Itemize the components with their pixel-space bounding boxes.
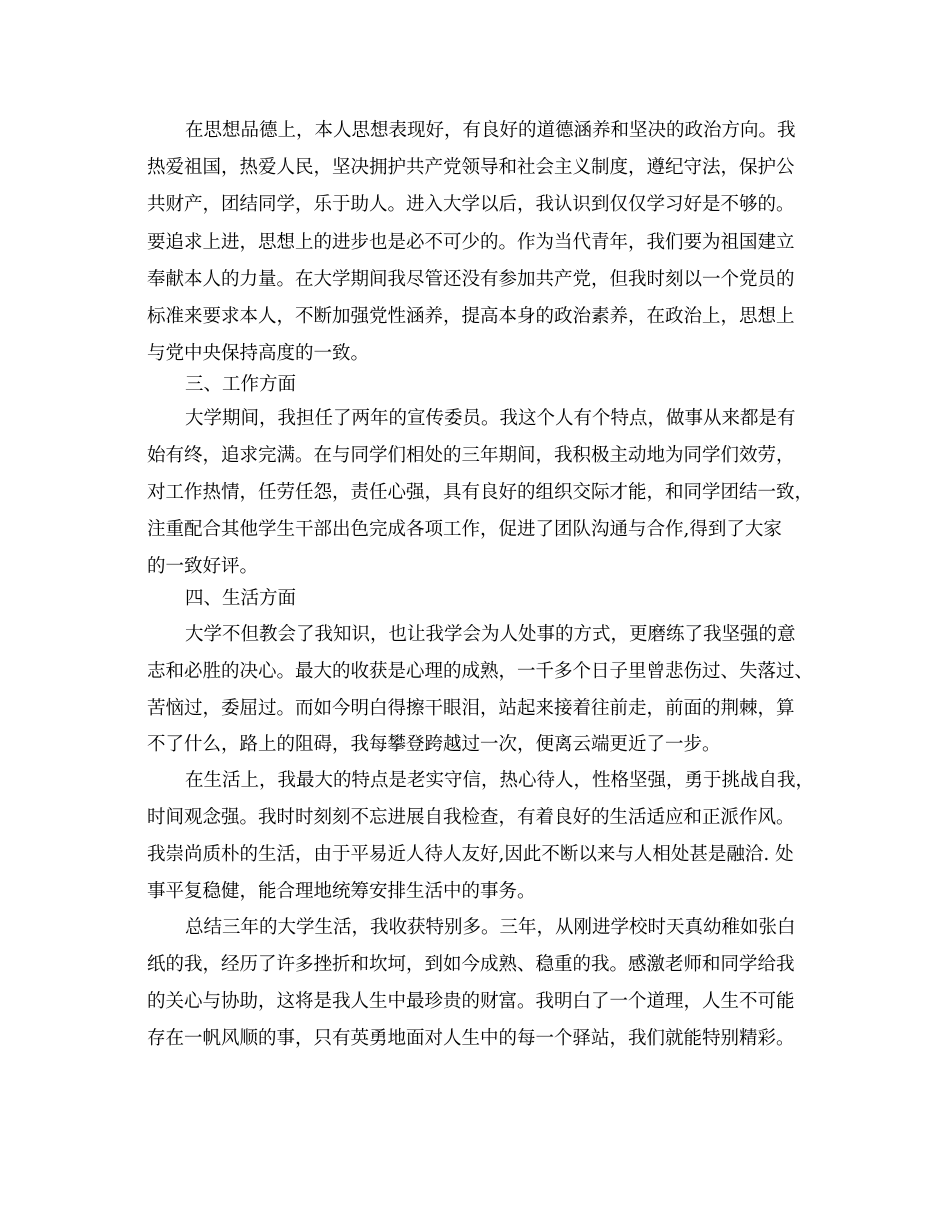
text-line: 要追求上进，思想上的进步也是必不可少的。作为当代青年，我们要为祖国建立 (147, 232, 795, 253)
text-line: 始有终，追求完满。在与同学们相处的三年期间，我积极主动地为同学们效劳， (147, 445, 795, 466)
text-line: 的一致好评。 (147, 556, 259, 577)
text-line: 时间观念强。我时时刻刻不忘进展自我检查，有着良好的生活适应和正派作风。 (147, 807, 795, 828)
text-line: 大学不但教会了我知识，也让我学会为人处事的方式，更磨练了我坚强的意 (185, 624, 796, 645)
text-line: 的关心与协助，这将是我人生中最珍贵的财富。我明白了一个道理，人生不可能 (147, 991, 795, 1012)
text-line: 共财产，团结同学，乐于助人。进入大学以后，我认识到仅仅学习好是不够的。 (147, 194, 795, 215)
text-line: 注重配合其他学生干部出色完成各项工作，促进了团队沟通与合作,得到了大家 (147, 519, 782, 540)
text-line: 苦恼过，委屈过。而如今明白得擦干眼泪，站起来接着往前走，前面的荆棘，算 (147, 698, 795, 719)
text-line: 存在一帆风顺的事，只有英勇地面对人生中的每一个驿站，我们就能特别精彩。 (147, 1028, 795, 1049)
text-line: 纸的我，经历了许多挫折和坎坷，到如今成熟、稳重的我。感激老师和同学给我 (147, 954, 795, 975)
text-line: 总结三年的大学生活，我收获特别多。三年，从刚进学校时天真幼稚如张白 (185, 917, 796, 938)
text-line: 与党中央保持高度的一致。 (147, 343, 370, 364)
text-line: 对工作热情，任劳任怨，责任心强，具有良好的组织交际才能，和同学团结一致， (147, 482, 814, 503)
text-line: 不了什么，路上的阻碍，我每攀登跨越过一次，便离云端更近了一步。 (147, 734, 721, 755)
text-line: 大学期间，我担任了两年的宣传委员。我这个人有个特点，做事从来都是有 (185, 408, 796, 429)
text-line: 志和必胜的决心。最大的收获是心理的成熟，一千多个日子里曾悲伤过、失落过、 (147, 661, 814, 682)
section-heading-work: 三、工作方面 (185, 374, 297, 395)
text-line: 事平复稳健，能合理地统筹安排生活中的事务。 (147, 881, 536, 902)
text-line: 我崇尚质朴的生活，由于平易近人待人友好,因此不断以来与人相处甚是融洽. 处 (147, 844, 794, 865)
text-line: 在生活上，我最大的特点是老实守信，热心待人，性格坚强，勇于挑战自我， (185, 770, 815, 791)
text-line: 在思想品德上，本人思想表现好，有良好的道德涵养和坚决的政治方向。我 (185, 120, 796, 141)
section-heading-life: 四、生活方面 (185, 588, 297, 609)
text-line: 奉献本人的力量。在大学期间我尽管还没有参加共产党，但我时刻以一个党员的 (147, 269, 795, 290)
text-line: 标准来要求本人，不断加强党性涵养，提高本身的政治素养，在政治上，思想上 (147, 306, 795, 327)
text-line: 热爱祖国，热爱人民，坚决拥护共产党领导和社会主义制度，遵纪守法，保护公 (147, 157, 795, 178)
